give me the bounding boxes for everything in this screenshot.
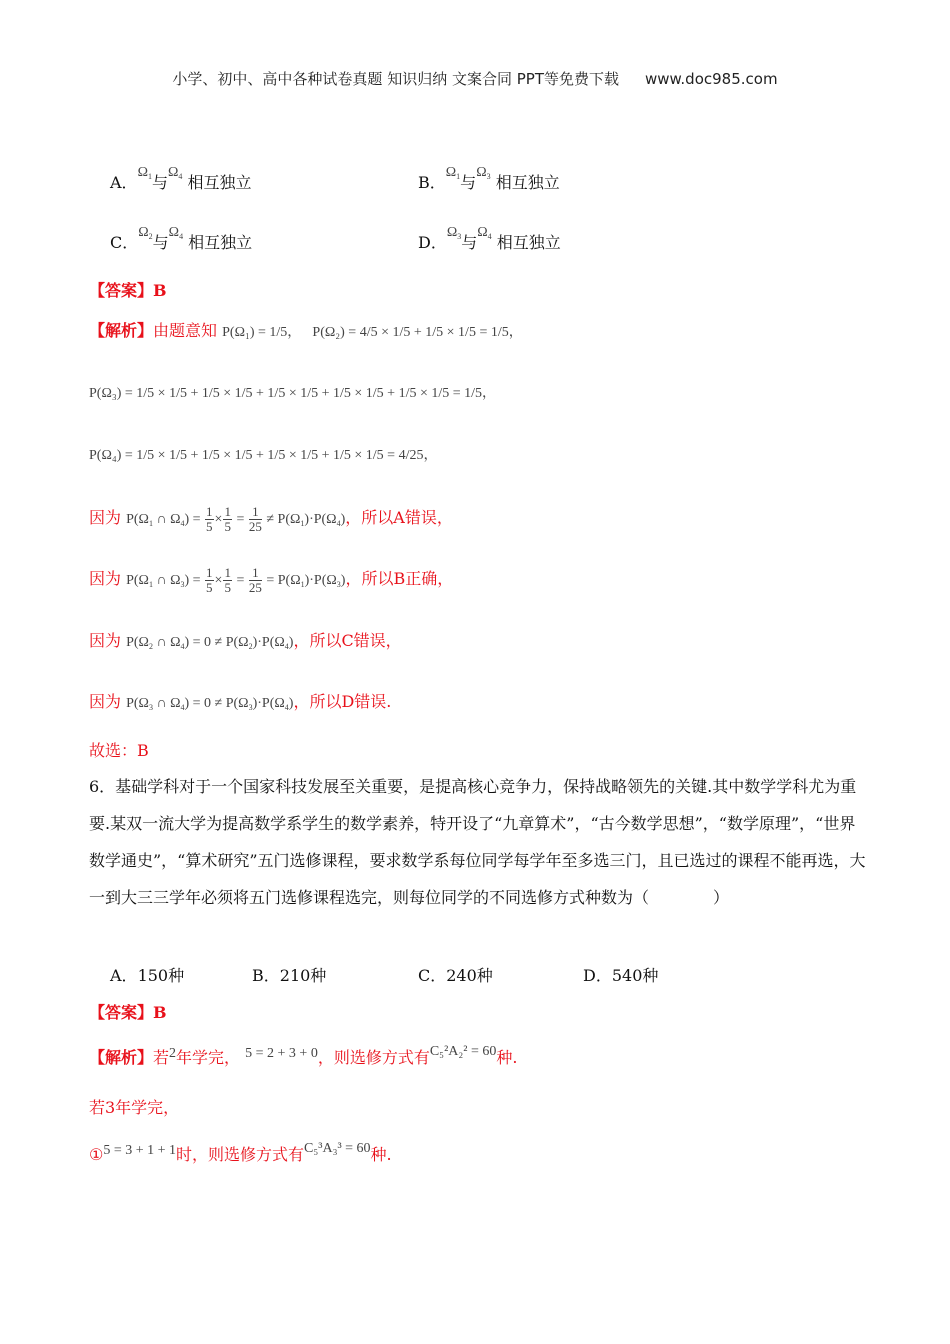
- q5-option-b[interactable]: B．$\Omega_1$与$\Omega_3$ 相互独立: [418, 165, 560, 192]
- header-text: 小学、初中、高中各种试卷真题 知识归纳 文案合同 PPT等免费下载: [172, 70, 619, 88]
- header-url[interactable]: www.doc985.com: [644, 70, 778, 88]
- check-b: 因为 $P(\Omega_1$ ∩ $\Omega_3$) = $\frac{1}{5}$ × $\frac{1}{5}$ = $\frac{1}{25}$ = $P(\Omega_1)\cdot P(\Omega_3)$，所以B正确，: [89, 565, 454, 596]
- formula-p-omega3: P(Ω₃) = 1/5 × 1/5 + 1/5 × 1/5 + 1/5 × 1/5 + 1/5 × 1/5 + 1/5 × 1/5 = 1/5，: [89, 386, 497, 401]
- q6-option-a[interactable]: A．150种: [110, 966, 185, 985]
- formula-p-omega2: P(Ω₂) = 4/5 × 1/5 + 1/5 × 1/5 = 1/5，: [312, 325, 523, 340]
- formula-p-omega1: P(Ω₁) = 1/5，: [222, 325, 302, 340]
- q6-option-d[interactable]: D．540种: [583, 966, 659, 985]
- check-a: 因为 $P(\Omega_1$ ∩ $\Omega_4$) = $\frac{1}{5}$ × $\frac{1}{5}$ = $\frac{1}{25}$ ≠ $P(\Omega_1)\cdot P(\Omega_4)$，所以A错误，: [89, 504, 453, 535]
- check-d: 因为 $P(\Omega_3$ ∩ $\Omega_4) = 0 \ne P(\Omega_3)\cdot P(\Omega_4)$，所以D错误.: [89, 692, 392, 712]
- q5-option-c[interactable]: C．$\Omega_2$与$\Omega_4$ 相互独立: [110, 225, 253, 252]
- q6-option-b[interactable]: B．210种: [252, 966, 327, 985]
- page-header: [0, 68, 950, 89]
- q6-analysis-line3: ①5 = 3 + 1 + 1时，则选修方式有C₅³A₃³ = 60种.: [89, 1141, 392, 1164]
- q5-answer: 【答案】B: [89, 281, 167, 300]
- q5-option-a[interactable]: A．$\Omega_1$与$\Omega_4$ 相互独立: [110, 165, 252, 192]
- q6-analysis-line1: 【解析】若2年学完， 5 = 2 + 3 + 0，则选修方式有C₅²A₂² = 60种.: [89, 1044, 518, 1067]
- formula-p-omega4: P(Ω₄) = 1/5 × 1/5 + 1/5 × 1/5 + 1/5 × 1/5 + 1/5 × 1/5 = 4/25，: [89, 448, 438, 463]
- q5-conclusion: 故选：B: [89, 741, 149, 760]
- q5-option-d[interactable]: D．$\Omega_3$与$\Omega_4$ 相互独立: [418, 225, 561, 252]
- q6-stem: 6．基础学科对于一个国家科技发展至关重要，是提高核心竞争力，保持战略领先的关键.其中数学学科尤为重要.某双一流大学为提高数学系学生的数学素养，特开设了“九章算术”，“古今数学思想”，“数学原理”，“世界数学通史”，“算术研究”五门选修课程，要求数学系每位同学每学年至多选三门，且已选过的课程不能再选，大一到大三三学年必须将五门选修课程选完，则每位同学的不同选修方式种数为（ ）: [89, 777, 866, 907]
- q6-analysis-line2: 若3年学完，: [89, 1098, 180, 1117]
- q6-option-c[interactable]: C．240种: [418, 966, 493, 985]
- q5-analysis-line1: 【解析】由题意知 P(Ω₁) = 1/5， P(Ω₂) = 4/5 × 1/5 + 1/5 × 1/5 = 1/5，: [89, 321, 523, 340]
- check-c: 因为 $P(\Omega_2$ ∩ $\Omega_4) = 0 \ne P(\Omega_2)\cdot P(\Omega_4)$，所以C错误，: [89, 631, 402, 651]
- q6-answer: 【答案】B: [89, 1003, 167, 1022]
